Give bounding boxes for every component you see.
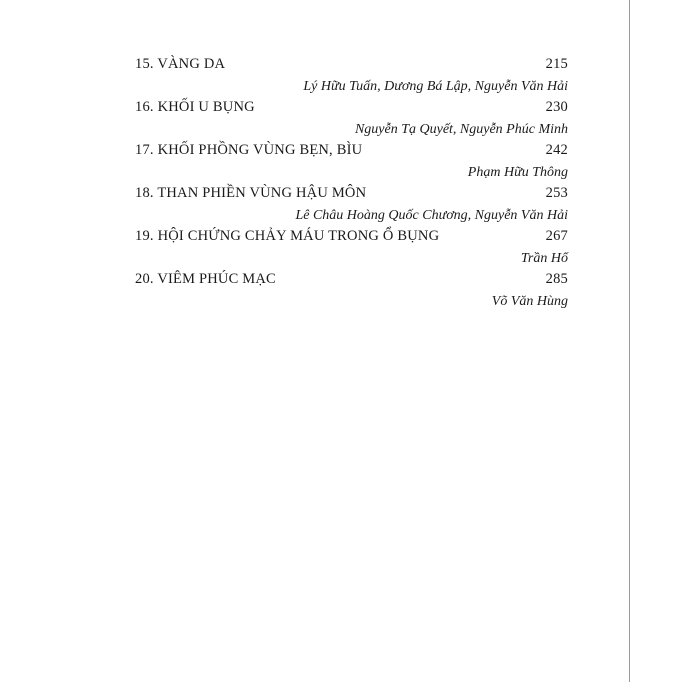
page-edge-line <box>629 0 630 682</box>
table-of-contents <box>135 56 568 314</box>
toc-entry-title-text: KHỐI PHỒNG VÙNG BẸN, BÌU <box>157 142 363 158</box>
toc-entry-line <box>135 56 568 76</box>
toc-entry-16 <box>135 99 568 142</box>
toc-entry-line <box>135 228 568 248</box>
toc-entry-number: 16. <box>135 99 154 115</box>
toc-entry-title <box>135 56 225 73</box>
toc-entry-title-text: THAN PHIỀN VÙNG HẬU MÔN <box>157 185 367 201</box>
toc-entry-line <box>135 271 568 291</box>
toc-entry-title-text: HỘI CHỨNG CHẢY MÁU TRONG Ổ BỤNG <box>157 228 440 244</box>
toc-entry-authors: Trần Hổ <box>520 251 568 266</box>
toc-entry-line <box>135 99 568 119</box>
toc-entry-authors: Lý Hữu Tuấn, Dương Bá Lập, Nguyễn Văn Hải <box>303 79 568 94</box>
toc-entry-19 <box>135 228 568 271</box>
toc-entry-title-text: VIÊM PHÚC MẠC <box>157 271 276 287</box>
toc-entry-page: 253 <box>545 185 568 201</box>
toc-entry-17 <box>135 142 568 185</box>
toc-entry-title <box>135 271 276 288</box>
toc-entry-line <box>135 142 568 162</box>
toc-entry-number: 20. <box>135 271 154 287</box>
toc-entry-title-text: VÀNG DA <box>157 56 226 72</box>
toc-entry-title <box>135 228 439 245</box>
toc-entry-number: 15. <box>135 56 154 72</box>
toc-entry-title <box>135 142 362 159</box>
toc-entry-page: 242 <box>545 142 568 158</box>
toc-entry-authors: Võ Văn Hùng <box>491 294 568 309</box>
toc-entry-number: 19. <box>135 228 154 244</box>
toc-entry-title <box>135 99 255 116</box>
toc-entry-page: 215 <box>545 56 568 72</box>
toc-entry-authors: Phạm Hữu Thông <box>467 165 568 180</box>
toc-entry-page: 230 <box>545 99 568 115</box>
toc-entry-authors: Lê Châu Hoàng Quốc Chương, Nguyễn Văn Hải <box>295 208 568 223</box>
toc-entry-15 <box>135 56 568 99</box>
toc-entry-title-text: KHỐI U BỤNG <box>157 99 255 115</box>
toc-entry-number: 18. <box>135 185 154 201</box>
toc-entry-title <box>135 185 366 202</box>
toc-entry-page: 285 <box>545 271 568 287</box>
toc-entry-line <box>135 185 568 205</box>
toc-entry-number: 17. <box>135 142 154 158</box>
toc-entry-18 <box>135 185 568 228</box>
toc-entry-authors: Nguyễn Tạ Quyết, Nguyễn Phúc Minh <box>354 122 568 137</box>
toc-entry-page: 267 <box>545 228 568 244</box>
toc-entry-20 <box>135 271 568 314</box>
